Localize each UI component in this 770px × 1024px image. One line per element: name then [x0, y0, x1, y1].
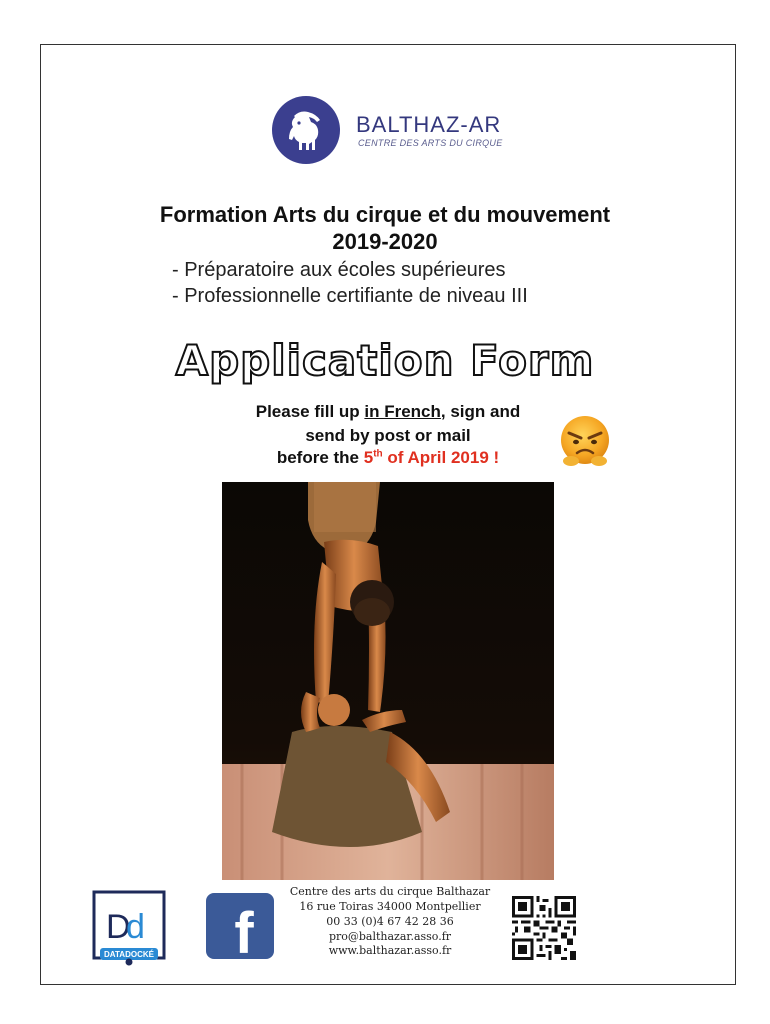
- facebook-letter: f: [234, 901, 254, 959]
- svg-text:D: D: [106, 908, 131, 946]
- brand-tagline: CENTRE DES ARTS DU CIRQUE: [358, 138, 503, 148]
- svg-text:d: d: [126, 908, 145, 946]
- footer-address: 16 rue Toiras 34000 Montpellier: [299, 900, 481, 913]
- deadline-day: 5: [363, 448, 374, 467]
- instruction-line-3: [220, 448, 556, 468]
- instruction-line-1: [220, 402, 556, 422]
- bullet-preparatoire: - Préparatoire aux écoles supérieures: [172, 259, 506, 281]
- formation-year: 2019-2020: [332, 229, 438, 254]
- instruction-text: Please fill up: [255, 402, 365, 421]
- in-french-emphasis: in French: [364, 402, 441, 421]
- formation-title: Formation Arts du cirque et du mouvement: [159, 202, 611, 227]
- instruction-text: , sign and: [440, 402, 521, 421]
- acrobats-photo: [222, 482, 554, 880]
- qr-code-icon: [512, 896, 576, 960]
- deadline-ordinal: th: [373, 448, 383, 460]
- footer-phone: 00 33 (0)4 67 42 28 36: [326, 915, 454, 928]
- deadline-rest: of April 2019 !: [382, 448, 500, 467]
- instruction-text: before the: [276, 448, 364, 467]
- angry-emoji-icon: [557, 413, 613, 469]
- datadock-badge-icon: [92, 890, 166, 966]
- brand-name: BALTHAZ-AR: [356, 112, 502, 137]
- deadline-date: [364, 448, 499, 467]
- application-form-title: Application Form: [175, 336, 595, 385]
- footer-website[interactable]: www.balthazar.asso.fr: [328, 944, 452, 957]
- bullet-professionnelle: - Professionnelle certifiante de niveau III: [172, 285, 528, 307]
- facebook-icon[interactable]: [206, 893, 274, 959]
- footer-email[interactable]: pro@balthazar.asso.fr: [328, 930, 452, 943]
- footer-org-name: Centre des arts du cirque Balthazar: [289, 885, 491, 898]
- datadock-label: DATADOCKÉ: [104, 950, 154, 959]
- instruction-line-2: send by post or mail: [305, 426, 471, 445]
- balthazar-logo-icon: [272, 96, 340, 164]
